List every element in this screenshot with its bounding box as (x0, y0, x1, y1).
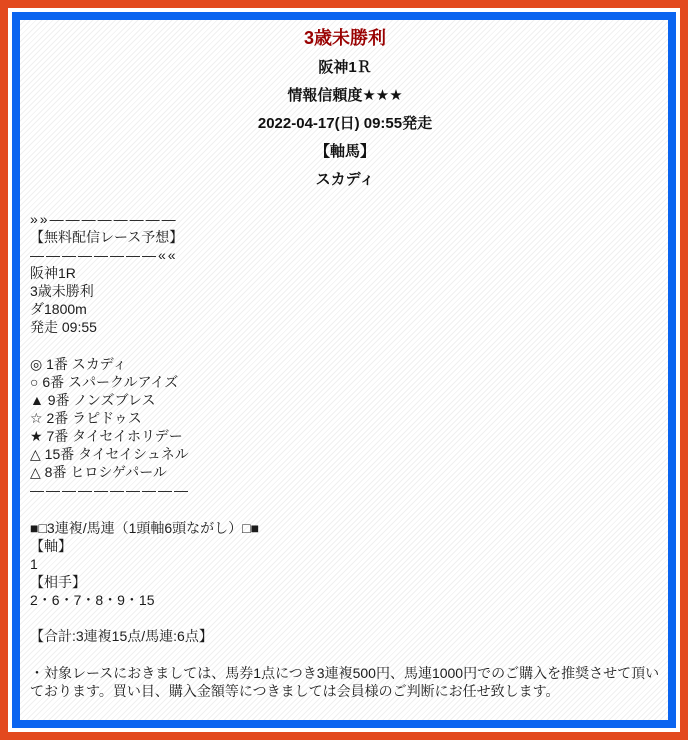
reliability-line: 情報信頼度★★★ (287, 87, 403, 104)
race-course-line: 阪神1Ｒ (318, 59, 372, 76)
total-points-line: 【合計:3連複15点/馬連:6点】 (30, 628, 213, 644)
horse-line: ○ 6番 スパークルアイズ (30, 374, 179, 390)
bet-type-block (30, 519, 660, 609)
horse-line: ☆ 2番 ラピドゥス (30, 410, 142, 426)
bet-line: 【相手】 (30, 574, 86, 590)
bet-line: 1 (30, 556, 38, 572)
horse-line: △ 8番 ヒロシゲパール (30, 464, 167, 480)
axis-horse-heading: 【軸馬】 (314, 143, 375, 160)
race-class-title: 3歳未勝利 (303, 28, 386, 48)
purchase-note: ・対象レースにおきましては、馬券1点につき3連複500円、馬連1000円でのご購入を推奨させて頂いております。買い目、購入金額等につきましては会員様のご判断にお任せ致します。 (30, 665, 660, 699)
start-datetime-line: 2022-04-17(日) 09:55発走 (257, 115, 433, 132)
bet-line: 2・6・7・8・9・15 (30, 592, 155, 608)
intro-line: ————————«« (30, 247, 178, 263)
intro-line: 発走 09:55 (30, 319, 97, 335)
bet-line: ■□3連複/馬連（1頭軸6頭ながし）□■ (30, 520, 260, 536)
content-area (20, 20, 668, 720)
horse-line: —————————— (30, 482, 190, 498)
free-prediction-block (30, 210, 660, 336)
bet-line: 【軸】 (30, 538, 72, 554)
race-header (30, 59, 660, 189)
horse-line: ▲ 9番 ノンズブレス (30, 392, 156, 408)
frame-inner-border (12, 12, 676, 728)
horse-line: ★ 7番 タイセイホリデー (30, 428, 183, 444)
horse-line: △ 15番 タイセイシュネル (30, 446, 189, 462)
horse-marks-list (30, 355, 660, 499)
horse-line: ◎ 1番 スカディ (30, 356, 127, 372)
prediction-body (30, 210, 660, 700)
intro-line: »»———————— (30, 211, 178, 227)
intro-line: ダ1800m (30, 301, 87, 317)
intro-line: 阪神1R (30, 265, 76, 281)
intro-line: 【無料配信レース予想】 (30, 229, 184, 245)
intro-line: 3歳未勝利 (30, 283, 94, 299)
frame-gap (8, 8, 680, 732)
axis-horse-name: スカディ (315, 171, 375, 188)
